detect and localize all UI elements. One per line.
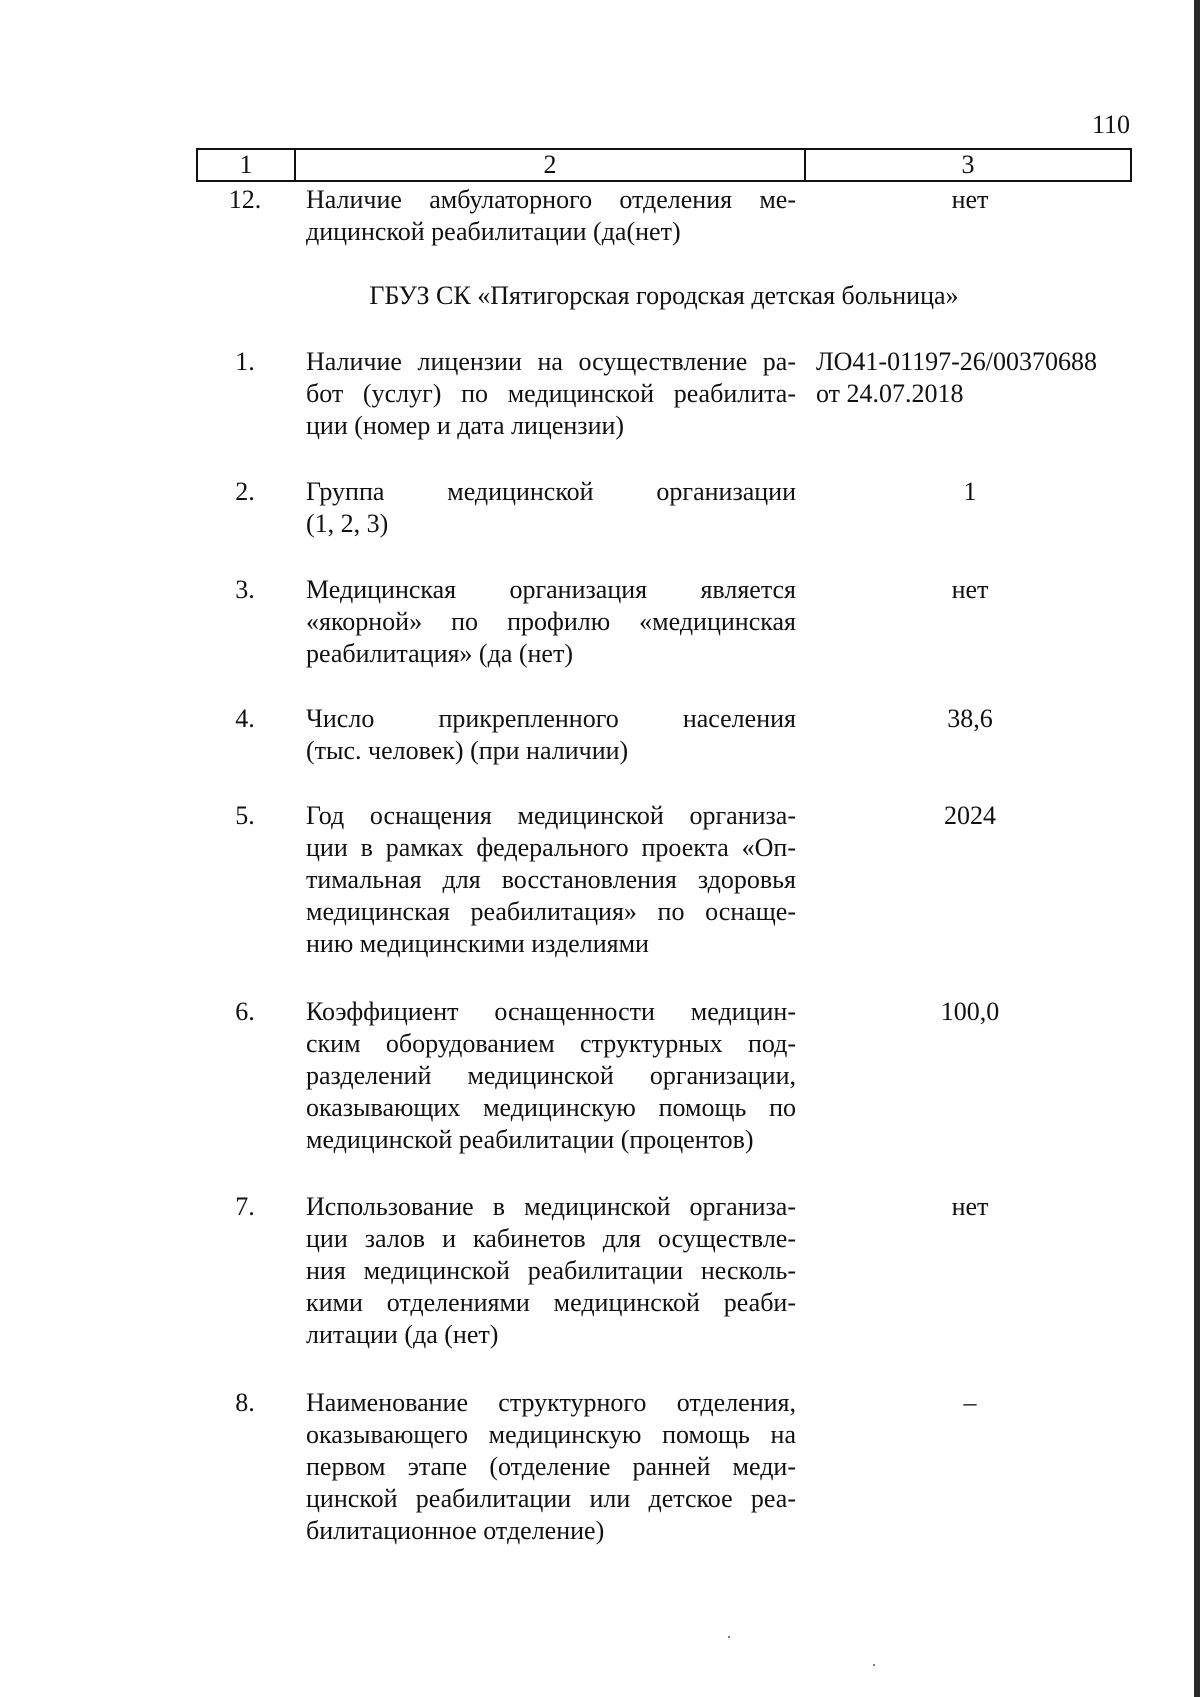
row-number: 5. (235, 801, 255, 830)
row-number: 4. (235, 704, 255, 733)
row-number: 1. (235, 347, 255, 376)
row-value: 38,6 (947, 704, 993, 733)
row-description: Группа медицинской организации (1, 2, 3) (306, 477, 796, 538)
row-value: нет (951, 185, 989, 214)
row-value: – (963, 1388, 977, 1417)
header-col-3: 3 (961, 150, 975, 179)
row-description: Использование в медицинской организа- ции залов и кабинетов для осуществле- ния медицинской реабилитации несколь- кими отделениями медицинской реаби- литации (да (нет) (306, 1192, 796, 1349)
row-value: 2024 (944, 801, 996, 830)
scan-edge (1194, 0, 1200, 1697)
row-number: 7. (235, 1192, 255, 1221)
row-value: 1 (963, 477, 977, 506)
row-description: Наименование структурного отделения, оказывающего медицинскую помощь на первом этапе (отделение ранней меди- цинской реабилитации или детское реа- билитационное отделение) (306, 1388, 796, 1545)
row-number: 12. (228, 185, 262, 214)
row-value: ЛО41-01197-26/00370688 от 24.07.2018 (816, 347, 1097, 408)
row-value: нет (951, 1192, 989, 1221)
row-description: Коэффициент оснащенности медицин- ским оборудованием структурных под- разделений медицинской организации, оказывающих медицинскую помощь по медицинской реабилитации (процентов) (306, 997, 796, 1154)
table-header-row (196, 148, 1132, 182)
scan-speck (728, 1636, 730, 1638)
row-description: Число прикрепленного населения (тыс. человек) (при наличии) (306, 704, 796, 765)
section-title: ГБУЗ СК «Пятигорская городская детская больница» (369, 281, 959, 310)
scan-speck (873, 1664, 875, 1666)
row-value: 100,0 (940, 997, 1000, 1026)
row-number: 6. (235, 997, 255, 1026)
row-description: Медицинская организация является «якорной» по профилю «медицинская реабилитация» (да (нет) (306, 575, 796, 668)
header-col-1: 1 (198, 150, 296, 180)
row-description: Наличие лицензии на осуществление ра- бот (услуг) по медицинской реабилита- ции (номер и дата лицензии) (306, 347, 796, 440)
row-description: Наличие амбулаторного отделения ме- дицинской реабилитации (да(нет) (306, 185, 796, 246)
row-value: нет (951, 575, 989, 604)
row-number: 2. (235, 477, 255, 506)
page-number: 110 (1092, 110, 1131, 139)
row-number: 8. (235, 1388, 255, 1417)
row-number: 3. (235, 575, 255, 604)
header-col-2: 2 (296, 150, 806, 180)
row-description: Год оснащения медицинской организа- ции в рамках федерального проекта «Оп- тимальная для восстановления здоровья медицинская реабилитация» по оснаще- нию медицинскими изделиями (306, 801, 796, 958)
